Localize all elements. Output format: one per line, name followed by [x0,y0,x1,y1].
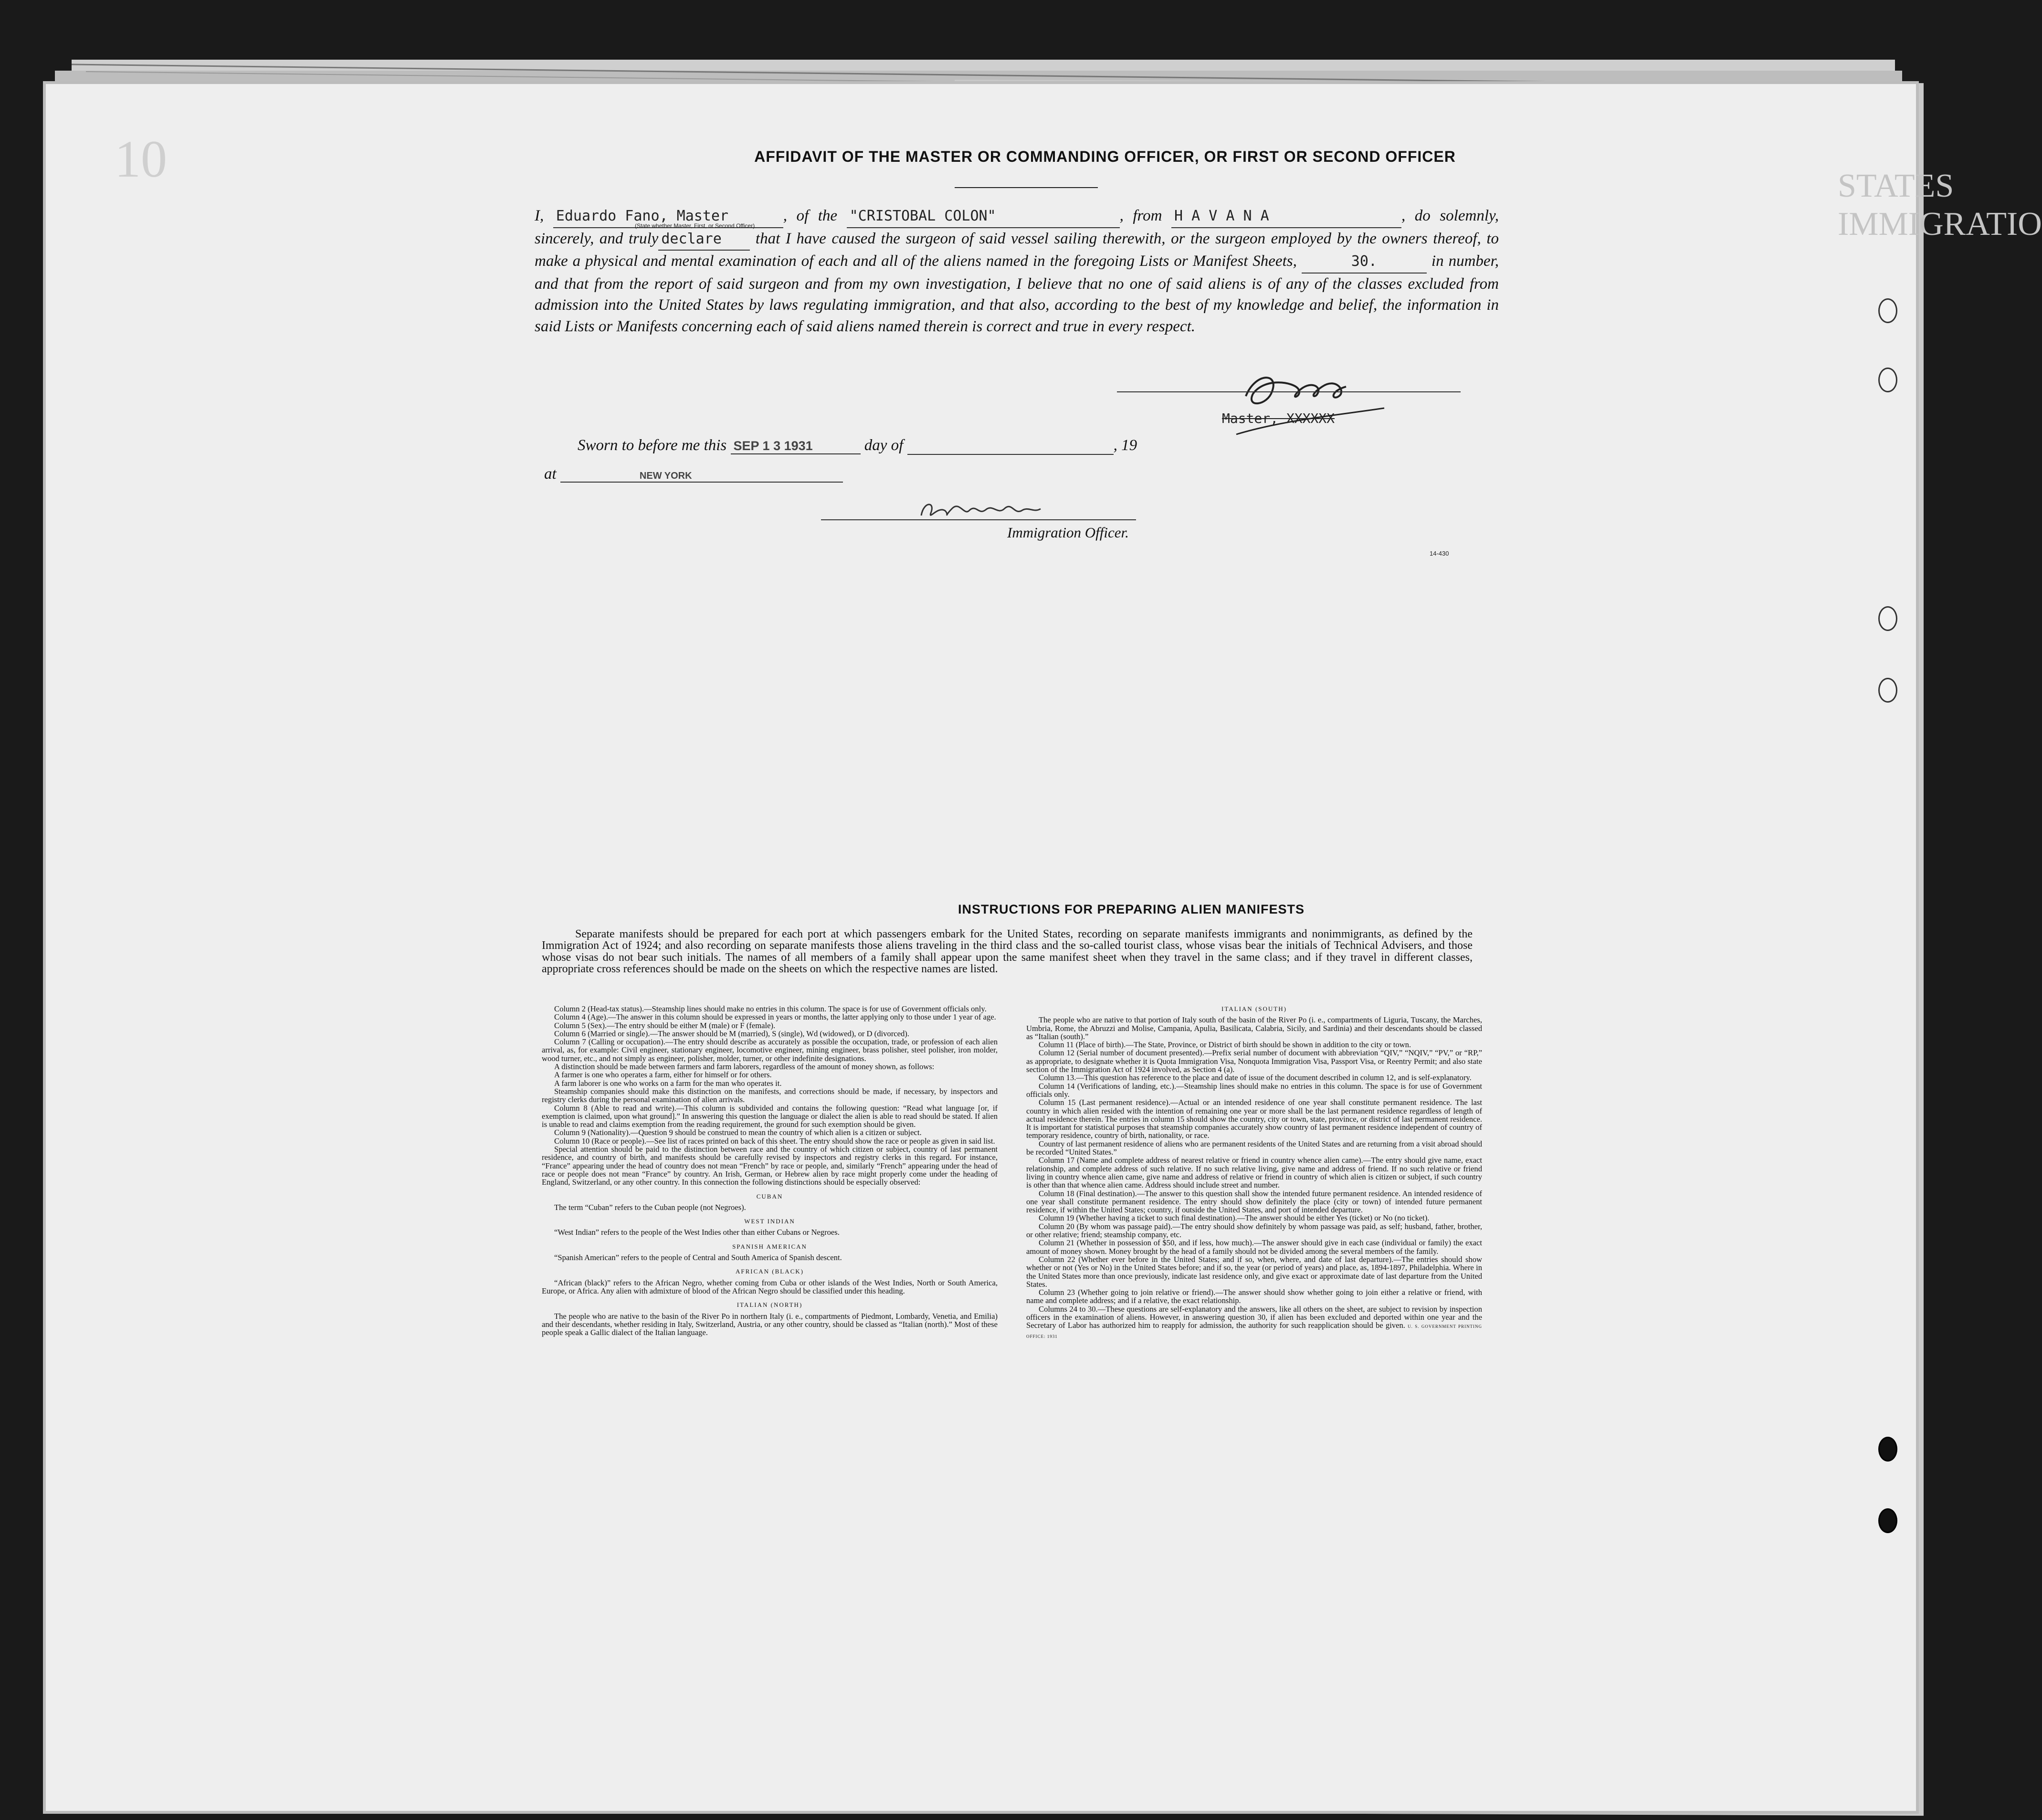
instruction-paragraph: Column 19 (Whether having a ticket to such final destination).—The answer should be either Yes (ticket) or No (no ticket). [1039,1213,1430,1223]
sworn-date-stamp: SEP 1 3 1931 [731,439,861,454]
instruction-paragraph: The people who are native to the basin of the River Po in northern Italy (i. e., compartments of Piedmont, Lombardy, Venetia, and Emilia) and their descendants, whether residing in Italy, Switzerland, Austria, or any other country, should be classed as “Italian (north).” Most of these people speak a Gallic dialect of the Italian language. [542,1311,998,1337]
instructions-left-column [542,1005,998,1336]
section-heading-cuban: CUBAN [756,1192,783,1200]
instruction-paragraph: Column 8 (Able to read and write).—This column is subdivided and contains the following question: “Read what language [or, if exemption is claimed, upon what ground].” In answering this question the language or dialect the alien is able to read should be stated. If alien is unable to read and claims exemption from the reading requirement, the ground for such exemption should be given. [542,1103,998,1129]
port-field: H A V A N A [1171,206,1401,228]
sworn-month-field [907,437,1114,455]
title-rule [955,187,1098,188]
instruction-paragraph: Country of last permanent residence of aliens who are permanent residents of the United States and are returning from a visit abroad should be recorded “United States.” [1026,1139,1482,1157]
instructions-intro: Separate manifests should be prepared for each port at which passengers embark for the United States, recording on separate manifests immigrants and nonimmigrants, as defined by the Immigration Act of 1924; and also recording on separate manifests those aliens traveling in the third class and the so-called tourist class, whose visas bear the initials of Technical Advisers, and those whose visas do not bear such initials. The names of all members of a family shall appear upon the same manifest sheet when they travel in the same class; and if they travel in different classes, appropriate cross references should be made on the sheets on which the respective names are listed. [542,928,1473,975]
vessel-name-field: "CRISTOBAL COLON" [847,206,1120,228]
instruction-paragraph: The term “Cuban” refers to the Cuban people (not Negroes). [554,1202,746,1212]
instruction-paragraph: Column 2 (Head-tax status).—Steamship lines should make no entries in this column. The space is for use of Government officials only. [554,1004,987,1013]
sworn-prefix: Sworn to before me this [578,437,727,454]
affidavit-text: , do [1401,207,1431,224]
affidavit-text: I, [535,207,544,224]
section-heading-italian-south: ITALIAN (SOUTH) [1221,1005,1287,1012]
affidavit-title: AFFIDAVIT OF THE MASTER OR COMMANDING OFFICER, OR FIRST OR SECOND OFFICER [754,148,1456,165]
form-number: 14-430 [1430,550,1449,557]
at-label: at [544,465,557,483]
instruction-paragraph: Column 21 (Whether in possession of $50, and if less, how much).—The answer should give in each case (individual or family) the exact amount of money shown. Money brought by the head of a family should not be divided among the several members of the family. [1026,1238,1482,1256]
at-place-stamp: NEW YORK [560,470,843,483]
handwritten-signature-officer [916,496,1069,525]
instruction-paragraph: Column 9 (Nationality).—Question 9 should be construed to mean the country of which alien is a citizen or subject. [554,1128,922,1137]
gpo-imprint: U. S. GOVERNMENT PRINTING OFFICE: 1931 [1026,1324,1483,1339]
instruction-paragraph: Column 20 (By whom was passage paid).—The entry should show definitely by whom passage was paid, as self; husband, father, brother, or other relative; friend; steamship company, etc. [1026,1221,1482,1240]
sworn-row [578,437,1484,455]
instructions-right-column [1026,1005,1482,1341]
instruction-paragraph: Column 17 (Name and complete address of nearest relative or friend in country whence alien came).—The entry should give name, exact relationship, and complete address of such relative. If no such relative living, give name and address of friend. If no such relative or friend living in country whence alien came, give name and address of relative or friend in country of which alien is citizen or subject, if such country is other than that whence alien came. Address should include street and number. [1026,1156,1482,1190]
sheet-count-field: 30. [1302,251,1427,274]
section-heading-west-indian: WEST INDIAN [744,1218,795,1225]
instruction-paragraph: Column 15 (Last permanent residence).—Actual or an intended residence of one year shall constitute permanent residence. The last country in which alien resided with the intention of remaining one year or more shall be the last permanent residence regardless of length of actual residence therein. The entries in column 15 should show the country, city or town, state, province, or district of last permanent residence. It is important for statistical purposes that steamship companies accurately show country of last permanent residence independent of country of temporary residence, country of birth, nationality, or race. [1026,1098,1482,1140]
signature-title: Master, XXXXXX [1222,410,1335,426]
officer-name-field: Eduardo Fano, Master [553,206,783,228]
binding-hole [1878,1437,1897,1462]
affidavit-text: solemnly, sincerely, and truly [535,207,1499,247]
instruction-paragraph: Column 6 (Married or single).—The answer should be M (married), S (single), Wd (widowed), or D (divorced). [554,1029,909,1038]
instruction-paragraph: Columns 24 to 30.—These questions are self-explanatory and the answers, like all others on the sheet, are subject to revision by inspection officers in the examination of aliens. However, in answering question 30, if alien has been excluded and deported within one year and the Secretary of Labor has authorized him to reapply for admission, the authority for such reapplication should be given. U. S. GOVERNMENT PRINTING OFFICE: 1931 [1026,1304,1483,1339]
affidavit-text: , of the [783,207,838,224]
sworn-day-of: day of [864,437,904,454]
signature-line [1117,391,1461,392]
affidavit-text: in number, and that from the report of said surgeon and from my own investigation, I believe that no one of said aliens is of any of the classes excluded from admission into the United States by laws regulating immigration, and that also, according to the best of my knowledge and belief, the information in said Lists or Manifests concerning each of said aliens named therein is correct and true in every respect. [535,252,1499,335]
instruction-paragraph: A distinction should be made between farmers and farm laborers, regardless of the amount of money shown, as follows: [554,1062,935,1072]
binding-hole [1878,1508,1897,1533]
binding-hole [1878,678,1897,703]
instruction-paragraph: Special attention should be paid to the distinction between race and the country of which citizen or subject, country of last permanent residence, and country of birth, and manifests should be carefully revised by inspectors and registry clerks in this regard. For instance, “France” appearing under the head of country does not mean “French” by race or people, and, similarly “French” appearing under the head of race or people does not mean “France” by country. An Irish, German, or Hebrew alien by race might properly come under the heading of England, Switzerland, or any other country. In this connection the following distinctions should be especially observed: [542,1145,998,1187]
bleed-through-folio: 10 [115,130,167,188]
instruction-paragraph: “Spanish American” refers to the people of Central and South America of Spanish descent. [554,1253,842,1262]
instruction-paragraph: Column 13.—This question has reference to the place and date of issue of the document described in column 12, and is self-explanatory. [1039,1073,1472,1083]
binding-hole [1878,298,1897,323]
binding-hole [1878,606,1897,631]
instruction-paragraph: Column 10 (Race or people).—See list of races printed on back of this sheet. The entry should show the race or people as given in said list. [554,1136,995,1146]
affidavit-text: that I have caused the surgeon of said vessel sailing therewith, or the surgeon employed by the owners thereof, to make a physical and mental examination of each and all of the aliens named in the foregoing Lists or Manifest Sheets, [535,230,1499,270]
instruction-paragraph: “African (black)” refers to the African Negro, whether coming from Cuba or other islands of the West Indies, North or South America, Europe, or Africa. Any alien with admixture of blood of the African Negro should be classified under this heading. [542,1278,998,1295]
instruction-paragraph: A farmer is one who operates a farm, either for himself or for others. [554,1070,772,1080]
declare-field: declare [658,229,750,251]
at-row [544,465,1021,483]
instructions-title: INSTRUCTIONS FOR PREPARING ALIEN MANIFESTS [958,902,1305,916]
immigration-officer-label: Immigration Officer. [1007,524,1129,541]
affidavit-text: , from [1119,207,1162,224]
sworn-year: , 19 [1113,437,1137,454]
section-heading-italian-north: ITALIAN (NORTH) [737,1301,803,1309]
section-heading-african: AFRICAN (BLACK) [735,1268,804,1275]
instruction-paragraph: A farm laborer is one who works on a farm for the man who operates it. [554,1078,782,1088]
instruction-paragraph: Column 5 (Sex).—The entry should be either M (male) or F (female). [554,1020,776,1030]
instruction-paragraph: The people who are native to that portion of Italy south of the basin of the River Po (i. e., compartments of Liguria, Tuscany, the Marches, Umbria, Rome, the Abruzzi and Molise, Campania, Apulia, Basilicata, Calabria, Sicily, and Sardinia) and their descendants should be classed as “Italian (south).” [1026,1015,1482,1041]
instruction-paragraph: Column 4 (Age).—The answer in this column should be expressed in years or months, the latter applying only to those under 1 year of age. [554,1012,996,1022]
officer-signature-line [821,519,1136,520]
binding-hole [1878,368,1897,392]
instruction-paragraph: Column 12 (Serial number of document presented).—Prefix serial number of document with abbreviation “QIV,” “NQIV,” “PV,” or “RP,” as appropriate, to designate whether it is Quota Immigration Visa, Nonquota Immigration Visa, Passport Visa, or Reentry Permit; and also state section of the Immigration Act of 1924 involved, as Section 4 (a). [1026,1048,1482,1074]
name-field-sublabel: (State whether Master, First, or Second Officer) [635,222,755,229]
instruction-paragraph: Column 7 (Calling or occupation).—The entry should describe as accurately as possible the occupation, trade, or profession of each alien arrival, as, for example: Civil engineer, stationary engineer, locomotive engineer, mining engineer, brass polisher, steel polisher, iron molder, wood turner, etc., and not simply as engineer, polisher, molder, turner, or other indefinite designations. [542,1037,998,1063]
bleed-through-heading: STATES IMMIGRATIO [1838,168,2042,242]
instruction-paragraph: Column 23 (Whether going to join relative or friend).—The answer should show whether going to join either a relative or friend, with name and complete address; and if a relative, the exact relationship. [1026,1288,1482,1305]
section-heading-spanish-american: SPANISH AMERICAN [732,1242,807,1250]
instruction-paragraph: “West Indian” refers to the people of the West Indies other than either Cubans or Negroes. [554,1228,840,1237]
instruction-paragraph: Column 22 (Whether ever before in the United States; and if so, when, where, and date of last departure).—The entries should show whether or not (Yes or No) in the United States before; and if so, the year (or period of years) and place, as, 1894-1897, Philadelphia. Where in the United States more than once previously, indicate last residence only, and give exact or approximate date of last departure from the United States. [1026,1254,1482,1289]
instruction-paragraph: Column 11 (Place of birth).—The State, Province, or District of birth should be shown in addition to the city or town. [1039,1040,1411,1050]
handwritten-signature-master [1227,363,1389,439]
instruction-paragraph: Steamship companies should make this distinction on the manifests, and corrections should be made, if necessary, by inspectors and registry clerks during the personal examination of alien arrivals. [542,1086,998,1105]
instruction-paragraph: Column 18 (Final destination).—The answer to this question shall show the intended future permanent residence. An intended residence of one year shall constitute permanent residence. The entry should show definitely the place (city or town) of intended future permanent residence, if within the United States; country, if outside the United States, and port of intended departure. [1026,1189,1482,1215]
instruction-paragraph: Column 14 (Verifications of landing, etc.).—Steamship lines should make no entries in this column. The space is for use of Government officials only. [1026,1081,1482,1099]
